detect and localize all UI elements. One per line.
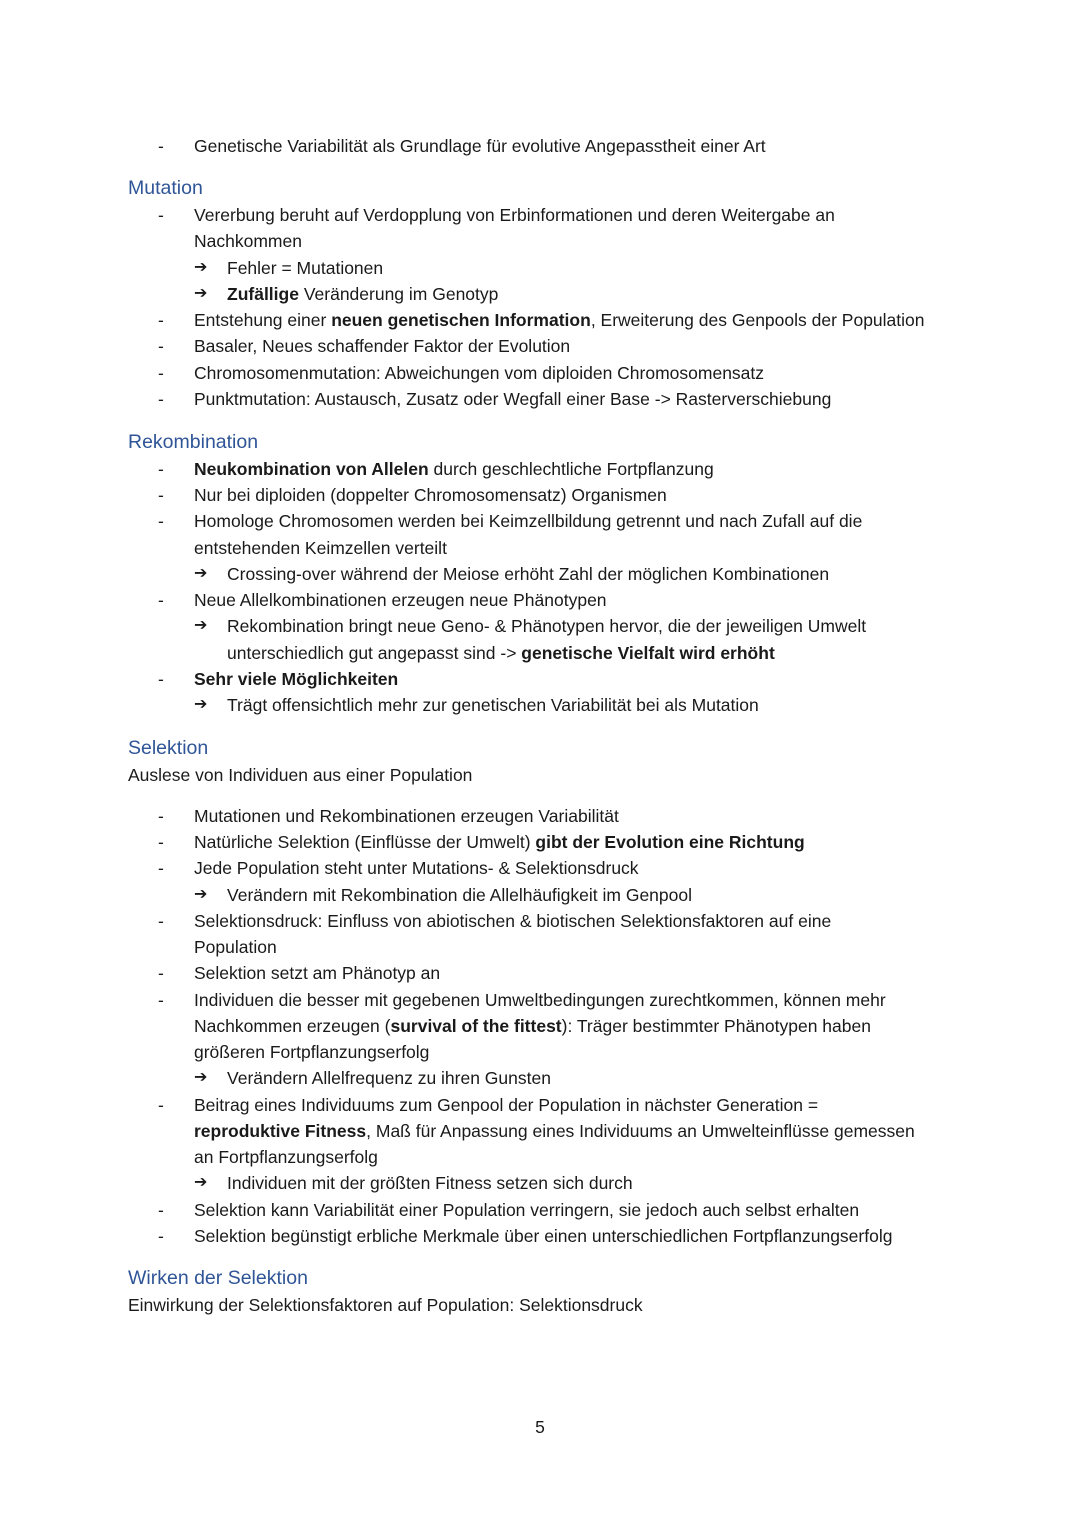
dash-bullet: - bbox=[158, 1226, 164, 1246]
bullet-continuation: an Fortpflanzungserfolg bbox=[194, 1147, 378, 1167]
arrow-icon: ➔ bbox=[194, 1069, 208, 1086]
bullet-text: Mutationen und Rekombinationen erzeugen Variabilität bbox=[194, 806, 619, 826]
arrow-icon: ➔ bbox=[194, 886, 208, 903]
arrow-icon: ➔ bbox=[194, 259, 208, 276]
arrow-icon: ➔ bbox=[194, 285, 208, 302]
arrow-text: Verändern Allelfrequenz zu ihren Gunsten bbox=[227, 1068, 551, 1088]
section-heading-mutation: Mutation bbox=[128, 177, 203, 199]
bold-text: neuen genetischen Information bbox=[331, 310, 591, 330]
dash-bullet: - bbox=[158, 858, 164, 878]
plain-text: ): Träger bestimmter Phänotypen haben bbox=[561, 1016, 871, 1036]
dash-bullet: - bbox=[158, 832, 164, 852]
arrow-icon: ➔ bbox=[194, 1174, 208, 1191]
bullet-text: Selektionsdruck: Einfluss von abiotischen & biotischen Selektionsfaktoren auf eine bbox=[194, 911, 832, 931]
dash-bullet: - bbox=[158, 205, 164, 225]
bullet-text: Vererbung beruht auf Verdopplung von Erbinformationen und deren Weitergabe an bbox=[194, 205, 835, 225]
dash-bullet: - bbox=[158, 310, 164, 330]
bullet-continuation bbox=[194, 1118, 915, 1144]
section-heading-selektion: Selektion bbox=[128, 737, 209, 759]
plain-text: , Maß für Anpassung eines Individuums an Umwelteinflüsse gemessen bbox=[366, 1121, 915, 1141]
section-heading-rekombination: Rekombination bbox=[128, 431, 259, 453]
bullet-text: Nur bei diploiden (doppelter Chromosomensatz) Organismen bbox=[194, 485, 667, 505]
arrow-text: Individuen mit der größten Fitness setzen sich durch bbox=[227, 1173, 633, 1193]
dash-bullet: - bbox=[158, 806, 164, 826]
bullet-text bbox=[194, 666, 398, 692]
arrow-icon: ➔ bbox=[194, 565, 208, 582]
dash-bullet: - bbox=[158, 1200, 164, 1220]
plain-text: Natürliche Selektion (Einflüsse der Umwelt) bbox=[194, 832, 536, 852]
plain-text: durch geschlechtliche Fortpflanzung bbox=[428, 459, 714, 479]
bullet-text: Homologe Chromosomen werden bei Keimzellbildung getrennt und nach Zufall auf die bbox=[194, 511, 863, 531]
dash-bullet: - bbox=[158, 485, 164, 505]
section-text: Einwirkung der Selektionsfaktoren auf Population: Selektionsdruck bbox=[128, 1295, 643, 1315]
dash-bullet: - bbox=[158, 669, 164, 689]
plain-text: Entstehung einer bbox=[194, 310, 332, 330]
bullet-text: Punktmutation: Austausch, Zusatz oder Wegfall einer Base -> Rasterverschiebung bbox=[194, 389, 832, 409]
dash-bullet: - bbox=[158, 963, 164, 983]
arrow-text: Rekombination bringt neue Geno- & Phänotypen hervor, die der jeweiligen Umwelt bbox=[227, 616, 867, 636]
bullet-text: Neue Allelkombinationen erzeugen neue Phänotypen bbox=[194, 590, 607, 610]
arrow-text bbox=[227, 281, 498, 307]
bullet-text: Beitrag eines Individuums zum Genpool der Population in nächster Generation = bbox=[194, 1095, 819, 1115]
bullet-continuation: größeren Fortpflanzungserfolg bbox=[194, 1042, 430, 1062]
bullet-text: Selektion kann Variabilität einer Population verringern, sie jedoch auch selbst erhalten bbox=[194, 1200, 860, 1220]
bullet-text: Selektion setzt am Phänotyp an bbox=[194, 963, 441, 983]
bullet-text bbox=[194, 456, 714, 482]
bullet-continuation: Population bbox=[194, 937, 277, 957]
bold-text: reproduktive Fitness bbox=[194, 1121, 367, 1141]
plain-text: unterschiedlich gut angepasst sind -> bbox=[227, 643, 522, 663]
bold-text: Zufällige bbox=[227, 284, 299, 304]
dash-bullet: - bbox=[158, 459, 164, 479]
bullet-continuation: entstehenden Keimzellen verteilt bbox=[194, 538, 447, 558]
arrow-icon: ➔ bbox=[194, 696, 208, 713]
bold-text: survival of the fittest bbox=[390, 1016, 562, 1036]
bullet-continuation bbox=[194, 1013, 871, 1039]
bullet-text: Jede Population steht unter Mutations- & Selektionsdruck bbox=[194, 858, 639, 878]
dash-bullet: - bbox=[158, 336, 164, 356]
bullet-text: Basaler, Neues schaffender Faktor der Evolution bbox=[194, 336, 571, 356]
bold-text: Neukombination von Allelen bbox=[194, 459, 429, 479]
plain-text: , Erweiterung des Genpools der Population bbox=[590, 310, 925, 330]
page-number: 5 bbox=[535, 1417, 545, 1437]
dash-bullet: - bbox=[158, 1095, 164, 1115]
arrow-text: Crossing-over während der Meiose erhöht Zahl der möglichen Kombinationen bbox=[227, 564, 830, 584]
dash-bullet: - bbox=[158, 990, 164, 1010]
bullet-text: Individuen die besser mit gegebenen Umweltbedingungen zurechtkommen, können mehr bbox=[194, 990, 886, 1010]
bullet-text bbox=[194, 307, 925, 333]
dash-bullet: - bbox=[158, 590, 164, 610]
bold-text: gibt der Evolution eine Richtung bbox=[535, 832, 805, 852]
bold-text: genetische Vielfalt wird erhöht bbox=[521, 643, 775, 663]
arrow-continuation bbox=[227, 640, 775, 666]
bullet-text bbox=[194, 829, 805, 855]
arrow-text: Fehler = Mutationen bbox=[227, 258, 384, 278]
dash-bullet: - bbox=[158, 389, 164, 409]
arrow-text: Trägt offensichtlich mehr zur genetischen Variabilität bei als Mutation bbox=[227, 695, 759, 715]
arrow-icon: ➔ bbox=[194, 617, 208, 634]
dash-bullet: - bbox=[158, 911, 164, 931]
section-intro: Auslese von Individuen aus einer Population bbox=[128, 765, 473, 785]
arrow-text: Verändern mit Rekombination die Allelhäufigkeit im Genpool bbox=[227, 885, 692, 905]
bullet-text: Genetische Variabilität als Grundlage für evolutive Angepasstheit einer Art bbox=[194, 136, 766, 156]
bullet-text: Selektion begünstigt erbliche Merkmale über einen unterschiedlichen Fortpflanzungserfolg bbox=[194, 1226, 893, 1246]
dash-bullet: - bbox=[158, 363, 164, 383]
dash-bullet: - bbox=[158, 511, 164, 531]
plain-text: Veränderung im Genotyp bbox=[298, 284, 499, 304]
dash-bullet: - bbox=[158, 136, 164, 156]
bullet-continuation: Nachkommen bbox=[194, 231, 302, 251]
plain-text: Nachkommen erzeugen ( bbox=[194, 1016, 391, 1036]
section-heading-wirken: Wirken der Selektion bbox=[128, 1267, 308, 1289]
bold-text: Sehr viele Möglichkeiten bbox=[194, 669, 399, 689]
bullet-text: Chromosomenmutation: Abweichungen vom diploiden Chromosomensatz bbox=[194, 363, 765, 383]
